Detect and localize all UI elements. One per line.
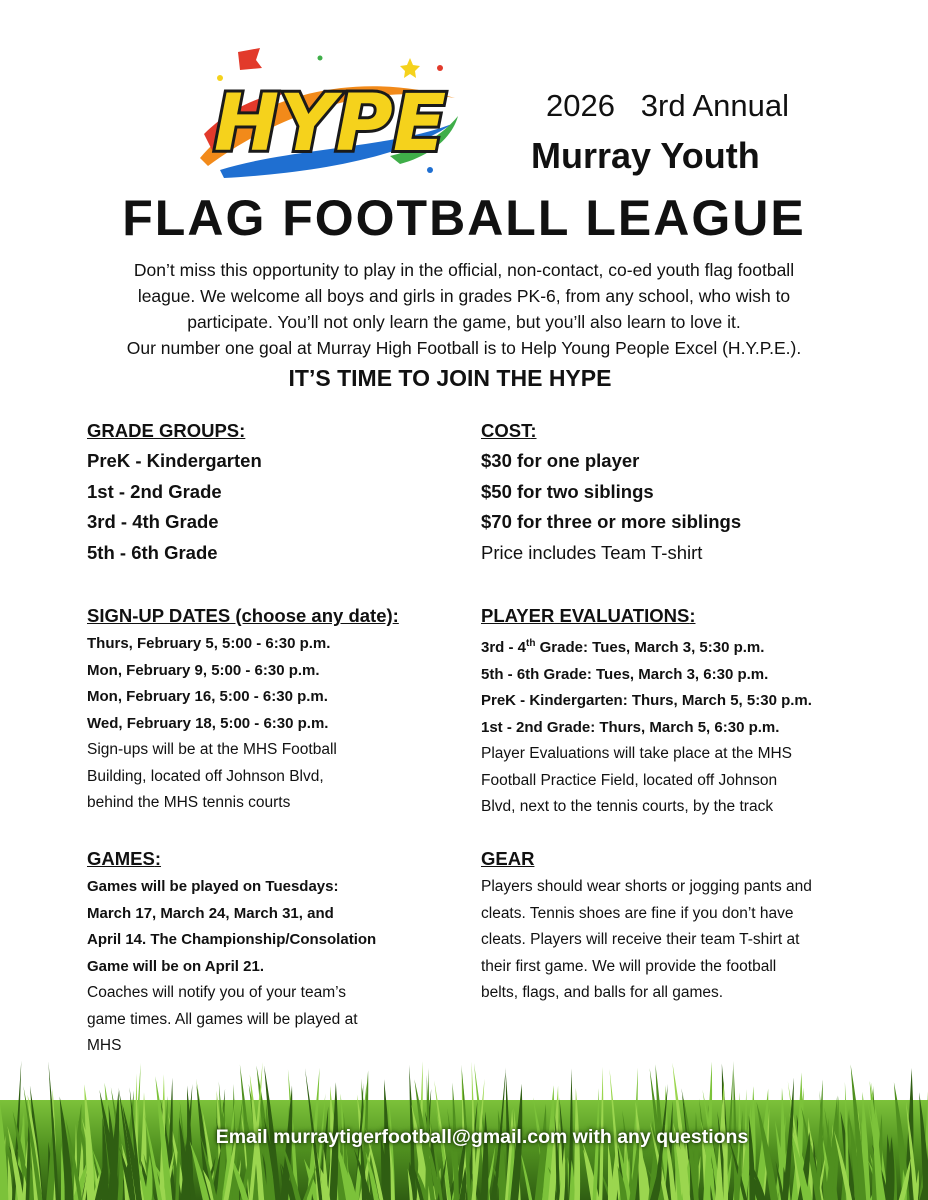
signup-date: Mon, February 16, 5:00 - 6:30 p.m. xyxy=(87,688,328,705)
evaluation-item: 5th - 6th Grade: Tues, March 3, 6:30 p.m. xyxy=(481,665,769,683)
org-line: Murray Youth xyxy=(531,135,760,176)
cost-item: $50 for two siblings xyxy=(481,480,654,502)
evaluation-item: 1st - 2nd Grade: Thurs, March 5, 6:30 p.m. xyxy=(481,718,780,736)
gear-text: their first game. We will provide the football xyxy=(481,957,777,975)
signup-location: Building, located off Johnson Blvd, xyxy=(87,767,324,785)
section-title: PLAYER EVALUATIONS: xyxy=(481,605,696,626)
games-note: Coaches will notify you of your team’s xyxy=(87,984,347,1001)
email-line: Email murraytigerfootball@gmail.com with any questions xyxy=(215,1126,749,1148)
intro-line: participate. You’ll not only learn the game, but you’ll also learn to love it. xyxy=(187,312,741,332)
logo-star xyxy=(400,58,420,78)
grade-group-item: 3rd - 4th Grade xyxy=(87,511,219,532)
section-title: COST: xyxy=(481,420,537,441)
evaluation-location: Player Evaluations will take place at the MHS xyxy=(481,745,793,762)
signup-section xyxy=(87,605,399,817)
hype-logo xyxy=(190,38,465,188)
grade-group-item: PreK - Kindergarten xyxy=(87,450,262,471)
intro-line: Our number one goal at Murray High Football is to Help Young People Excel (H.Y.P.E.). xyxy=(126,338,802,358)
grade-group-item: 1st - 2nd Grade xyxy=(87,480,222,502)
section-title: GAMES: xyxy=(87,848,162,869)
games-schedule: Games will be played on Tuesdays: xyxy=(87,878,339,895)
intro-paragraph xyxy=(40,257,888,361)
page-title: FLAG FOOTBALL LEAGUE xyxy=(122,190,806,246)
signup-date: Thurs, February 5, 5:00 - 6:30 p.m. xyxy=(87,635,331,652)
evaluations-section xyxy=(481,605,812,821)
gear-text: Players should wear shorts or jogging pants and xyxy=(481,878,812,895)
cost-note: Price includes Team T-shirt xyxy=(481,541,703,563)
cost-item: $70 for three or more siblings xyxy=(481,511,742,532)
signup-date: Wed, February 18, 5:00 - 6:30 p.m. xyxy=(87,714,329,732)
intro-line: Don’t miss this opportunity to play in the official, non-contact, co-ed youth flag football xyxy=(133,260,795,280)
logo-sparkle xyxy=(437,65,443,71)
games-schedule: April 14. The Championship/Consolation xyxy=(87,931,377,948)
section-title: SIGN-UP DATES (choose any date): xyxy=(87,605,399,626)
evaluation-location: Blvd, next to the tennis courts, by the track xyxy=(481,798,774,815)
games-note: game times. All games will be played at xyxy=(87,1010,358,1028)
section-title: GRADE GROUPS: xyxy=(87,420,246,441)
grade-group-item: 5th - 6th Grade xyxy=(87,541,218,563)
games-schedule: March 17, March 24, March 31, and xyxy=(87,904,334,922)
intro-line: league. We welcome all boys and girls in grades PK-6, from any school, who wish to xyxy=(137,286,791,306)
evaluation-location: Football Practice Field, located off Johnson xyxy=(481,771,778,789)
gear-section xyxy=(481,848,812,1007)
signup-date: Mon, February 9, 5:00 - 6:30 p.m. xyxy=(87,661,320,679)
gear-text: cleats. Players will receive their team T-shirt at xyxy=(481,931,800,948)
evaluation-item: PreK - Kindergarten: Thurs, March 5, 5:30 p.m. xyxy=(481,692,812,709)
games-schedule: Game will be on April 21. xyxy=(87,957,264,975)
signup-location: Sign-ups will be at the MHS Football xyxy=(87,741,337,758)
gear-text: cleats. Tennis shoes are fine if you don’t have xyxy=(481,904,794,922)
section-title: GEAR xyxy=(481,848,535,869)
games-note: MHS xyxy=(87,1037,122,1054)
tagline: IT’S TIME TO JOIN THE HYPE xyxy=(288,365,612,391)
signup-location: behind the MHS tennis courts xyxy=(87,794,291,811)
gear-text: belts, flags, and balls for all games. xyxy=(481,984,724,1001)
grade-groups-section xyxy=(87,420,262,568)
games-section xyxy=(87,848,376,1060)
logo-wordmark: HYPE xyxy=(213,79,447,169)
cost-item: $30 for one player xyxy=(481,450,640,471)
grass-footer xyxy=(0,1040,928,1200)
logo-flag-icon xyxy=(238,48,262,70)
year-line: 2026 3rd Annual xyxy=(546,88,790,123)
logo-sparkle xyxy=(318,56,323,61)
evaluation-item: 3rd - 4th Grade: Tues, March 3, 5:30 p.m. xyxy=(481,638,765,656)
cost-section xyxy=(481,420,741,568)
